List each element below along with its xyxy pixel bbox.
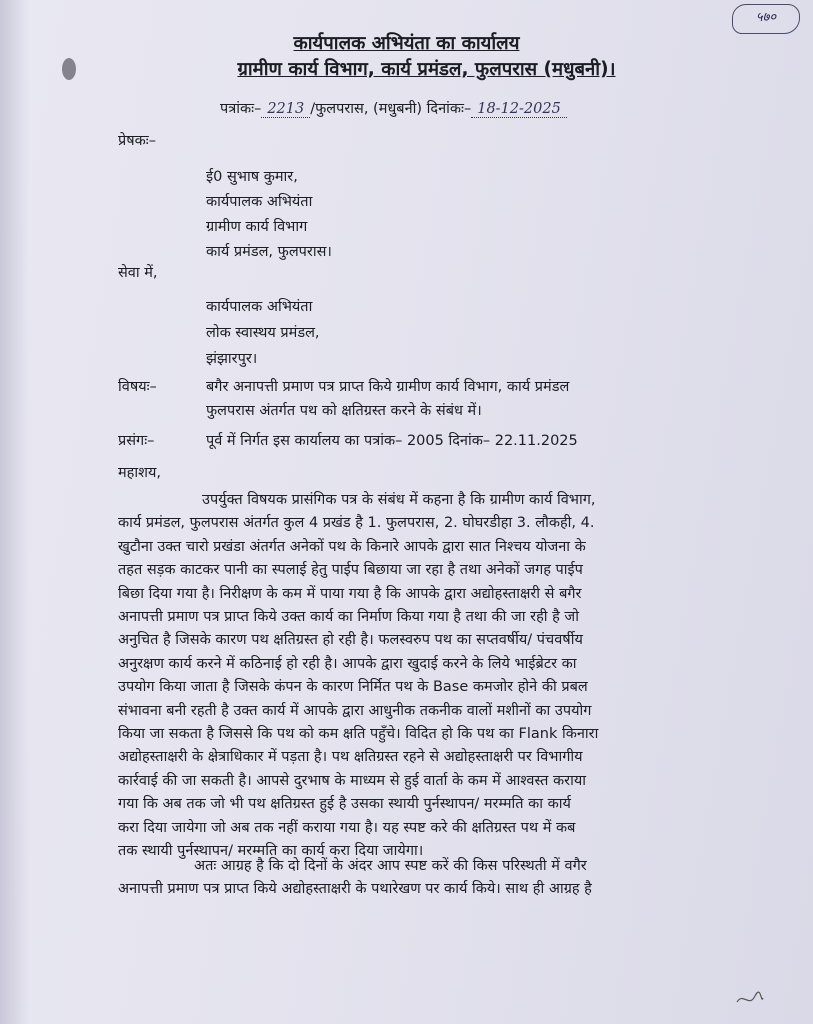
salutation: महाशय,: [118, 465, 162, 481]
sender-line: कार्यपालक अभियंता: [206, 194, 313, 210]
subject-label: विषयः–: [118, 379, 157, 395]
letter-date: 18-12-2025: [471, 101, 567, 118]
paragraph-line: तहत सड़क काटकर पानी का स्पलाई हेतु पाईप बिछाया जा रहा है तथा अनेकों जगह पाईप: [118, 562, 583, 579]
sender-label: प्रेषकः–: [118, 133, 156, 149]
paragraph-line: किया जा सकता है जिससे कि पथ को कम क्षति पहुँचे। विदित हो कि पथ का Flank किनारा: [118, 726, 599, 743]
recipient-label: सेवा में,: [118, 265, 158, 281]
paragraph-line: अनापत्ती प्रमाण पत्र प्राप्त किये अद्योहस्ताक्षरी के पथारेखण पर कार्य किये। साथ ही आग्रह है: [118, 881, 592, 898]
reference-line: [220, 98, 567, 118]
paragraph-line: संभावना बनी रहती है उक्त कार्य में आपके द्वारा आधुनीक तकनीक वालों मशीनों का उपयोग: [118, 702, 592, 719]
closing-paragraph: [118, 855, 670, 902]
subject-line: फुलपरास अंतर्गत पथ को क्षतिग्रस्त करने के संबंध में।: [206, 403, 482, 419]
paragraph-line: अनुरक्षण कार्य करने में कठिनाई हो रही है। आपके द्वारा खुदाई करने के लिये भाईब्रेटर का: [118, 655, 577, 672]
reference-label: प्रसंगः–: [118, 433, 155, 449]
recipient-line: लोक स्वास्थय प्रमंडल,: [206, 325, 320, 341]
recipient-line: कार्यपालक अभियंता: [206, 299, 313, 315]
letter-no-label: पत्रांकः–: [220, 101, 262, 117]
paragraph-line: उपयोग किया जाता है जिसके कंपन के कारण निर्मित पथ के Base कमजोर होने की प्रबल: [118, 679, 588, 696]
recipient-line: झंझारपुर।: [206, 351, 258, 367]
sender-line: ग्रामीण कार्य विभाग: [206, 219, 308, 235]
paragraph-line: खुटौना उक्त चारो प्रखंडा अंतर्गत अनेकों पथ के किनारे आपके द्वारा सात निश्चय योजना के: [118, 538, 586, 555]
department-title: ग्रामीण कार्य विभाग, कार्य प्रमंडल, फुलपरास (मधुबनी)।: [237, 59, 616, 80]
sender-line: कार्य प्रमंडल, फुलपरास।: [206, 244, 332, 260]
sender-line: ई0 सुभाष कुमार,: [206, 169, 298, 185]
paragraph-line: अनुचित है जिसके कारण पथ क्षतिग्रस्त हो रही है। फलस्वरुप पथ का सप्तवर्षीय/ पंचवर्षीय: [118, 632, 583, 649]
body-paragraph: [118, 489, 670, 864]
paragraph-line: कार्य प्रमंडल, फुलपरास अंतर्गत कुल 4 प्रखंड है 1. फुलपरास, 2. घोघरडीहा 3. लौकही, 4.: [118, 515, 595, 532]
subject-line: बगैर अनापत्ती प्रमाण पत्र प्राप्त किये ग्रामीण कार्य विभाग, कार्य प्रमंडल: [206, 379, 570, 395]
paragraph-line: अतः आग्रह है कि दो दिनों के अंदर आप स्पष्ट करें की किस परिस्थती में वगैर: [194, 858, 587, 874]
paragraph-line: गया कि अब तक जो भी पथ क्षतिग्रस्त हुई है उसका स्थायी पुर्नस्थापन/ मरम्मति का कार्य: [118, 796, 571, 813]
letter-number: 2213: [261, 101, 310, 118]
paragraph-line: उपर्युक्त विषयक प्रासंगिक पत्र के संबंध में कहना है कि ग्रामीण कार्य विभाग,: [202, 492, 596, 508]
paragraph-line: तक स्थायी पुर्नस्थापन/ मरम्मति का कार्य करा दिया जायेगा।: [118, 843, 424, 860]
paragraph-line: करा दिया जायेगा जो अब तक नहीं कराया गया है। यह स्पष्ट करे की क्षतिग्रस्त पथ में कब: [118, 819, 576, 836]
page-edge-shadow: [0, 0, 30, 1024]
reference-text: पूर्व में निर्गत इस कार्यालय का पत्रांक– 2005 दिनांक– 22.11.2025: [206, 433, 578, 449]
paragraph-line: बिछा दिया गया है। निरीक्षण के कम में पाया गया है कि आपके द्वारा अद्योहस्ताक्षरी से बगैर: [118, 585, 582, 602]
paragraph-line: अद्योहस्ताक्षरी के क्षेत्राधिकार में पड़ता है। पथ क्षतिग्रस्त रहने से अद्योहस्ताक्षरी पर विभागीय: [118, 749, 583, 766]
pen-mark-icon: [735, 990, 765, 1010]
handwritten-page-number: ५७०: [732, 4, 800, 34]
paragraph-line: अनापत्ती प्रमाण पत्र प्राप्त किये उक्त कार्य का निर्माण किया गया है तथा की जा रही है जो: [118, 609, 579, 626]
paragraph-line: कार्रवाई की जा सकती है। आपसे दुरभाष के माध्यम से हुई वार्ता के कम में आश्वस्त कराया: [118, 772, 586, 789]
office-title: कार्यपालक अभियंता का कार्यालय: [293, 33, 520, 54]
place-date-label: /फुलपरास, (मधुबनी) दिनांकः–: [310, 101, 472, 117]
